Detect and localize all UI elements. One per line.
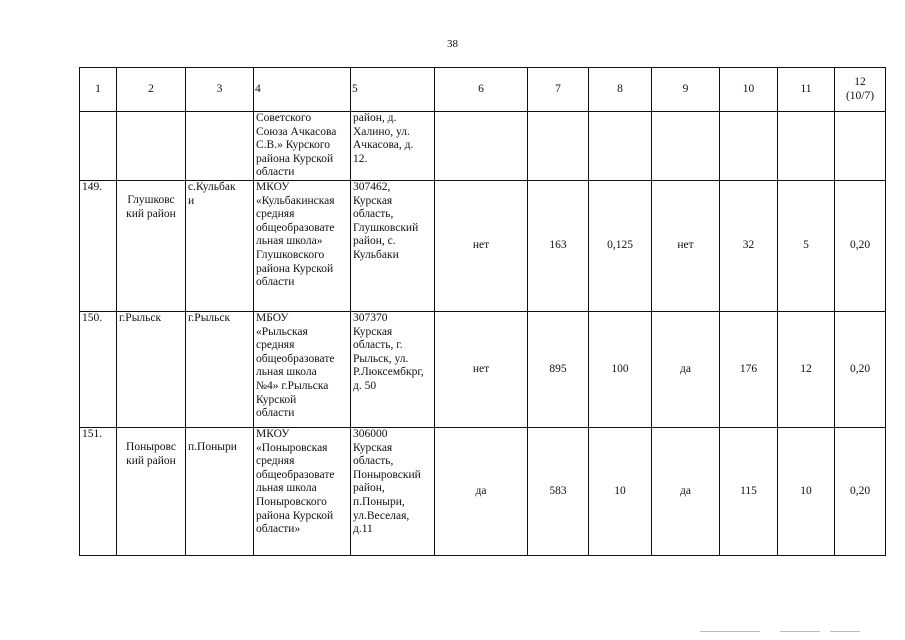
col8-cell: 10 [589, 427, 652, 555]
col-header: 12 (10/7) [835, 68, 886, 112]
table-row [80, 112, 886, 181]
district-cell: Поныровс кий район [117, 427, 186, 555]
col12-cell: 0,20 [835, 427, 886, 555]
row-number [80, 112, 117, 181]
col-header: 9 [652, 68, 720, 112]
col6-cell: нет [435, 311, 528, 427]
locality-cell [186, 112, 254, 181]
district-cell [117, 112, 186, 181]
col-header: 4 [254, 68, 351, 112]
col-header: 5 [351, 68, 435, 112]
scan-artifact [780, 631, 820, 632]
col7-cell: 895 [528, 311, 589, 427]
col-header: 11 [778, 68, 835, 112]
row-number: 150. [80, 311, 117, 427]
col9-cell: да [652, 427, 720, 555]
table-row [80, 311, 886, 427]
col10-cell: 32 [720, 180, 778, 311]
locality-cell: п.Поныри [186, 427, 254, 555]
col-header: 7 [528, 68, 589, 112]
col6-cell: нет [435, 180, 528, 311]
school-cell: Советского Союза Ачкасова С.В.» Курского района Курской области [254, 112, 351, 181]
school-cell: МКОУ «Поныровская средняя общеобразовате льная школа Поныровского района Курской области» [254, 427, 351, 555]
col7-cell: 163 [528, 180, 589, 311]
col8-cell: 0,125 [589, 180, 652, 311]
district-cell: Глушковс кий район [117, 180, 186, 311]
address-cell: 307370 Курская область, г. Рыльск, ул. Р.Люксембкрг, д. 50 [351, 311, 435, 427]
locality-cell: с.Кульбак и [186, 180, 254, 311]
table-row [80, 427, 886, 555]
col-header: 3 [186, 68, 254, 112]
schools-table [79, 67, 886, 556]
col-header: 2 [117, 68, 186, 112]
col11-cell: 5 [778, 180, 835, 311]
col9-cell [652, 112, 720, 181]
address-cell: район, д. Халино, ул. Ачкасова, д. 12. [351, 112, 435, 181]
col10-cell [720, 112, 778, 181]
col9-cell: да [652, 311, 720, 427]
col12-cell: 0,20 [835, 311, 886, 427]
col12-cell [835, 112, 886, 181]
col7-cell: 583 [528, 427, 589, 555]
address-cell: 306000 Курская область, Поныровский район, п.Поныри, ул.Веселая, д.11 [351, 427, 435, 555]
col9-cell: нет [652, 180, 720, 311]
locality-cell: г.Рыльск [186, 311, 254, 427]
scan-artifact [830, 631, 860, 632]
district-cell: г.Рыльск [117, 311, 186, 427]
col11-cell [778, 112, 835, 181]
col10-cell: 115 [720, 427, 778, 555]
col7-cell [528, 112, 589, 181]
col8-cell: 100 [589, 311, 652, 427]
school-cell: МКОУ «Кульбакинская средняя общеобразовате льная школа» Глушковского района Курской области [254, 180, 351, 311]
col10-cell: 176 [720, 311, 778, 427]
row-number: 151. [80, 427, 117, 555]
scan-artifact [700, 631, 760, 632]
col11-cell: 12 [778, 311, 835, 427]
school-cell: МБОУ «Рыльская средняя общеобразовате льная школа №4» г.Рыльска Курской области [254, 311, 351, 427]
page-number: 38 [447, 38, 458, 50]
table-row [80, 180, 886, 311]
col-header: 10 [720, 68, 778, 112]
col11-cell: 10 [778, 427, 835, 555]
col6-cell: да [435, 427, 528, 555]
col-header: 1 [80, 68, 117, 112]
address-cell: 307462, Курская область, Глушковский район, с. Кульбаки [351, 180, 435, 311]
col12-cell: 0,20 [835, 180, 886, 311]
col8-cell [589, 112, 652, 181]
row-number: 149. [80, 180, 117, 311]
header-row [80, 68, 886, 112]
col-header: 6 [435, 68, 528, 112]
col6-cell [435, 112, 528, 181]
col-header: 8 [589, 68, 652, 112]
